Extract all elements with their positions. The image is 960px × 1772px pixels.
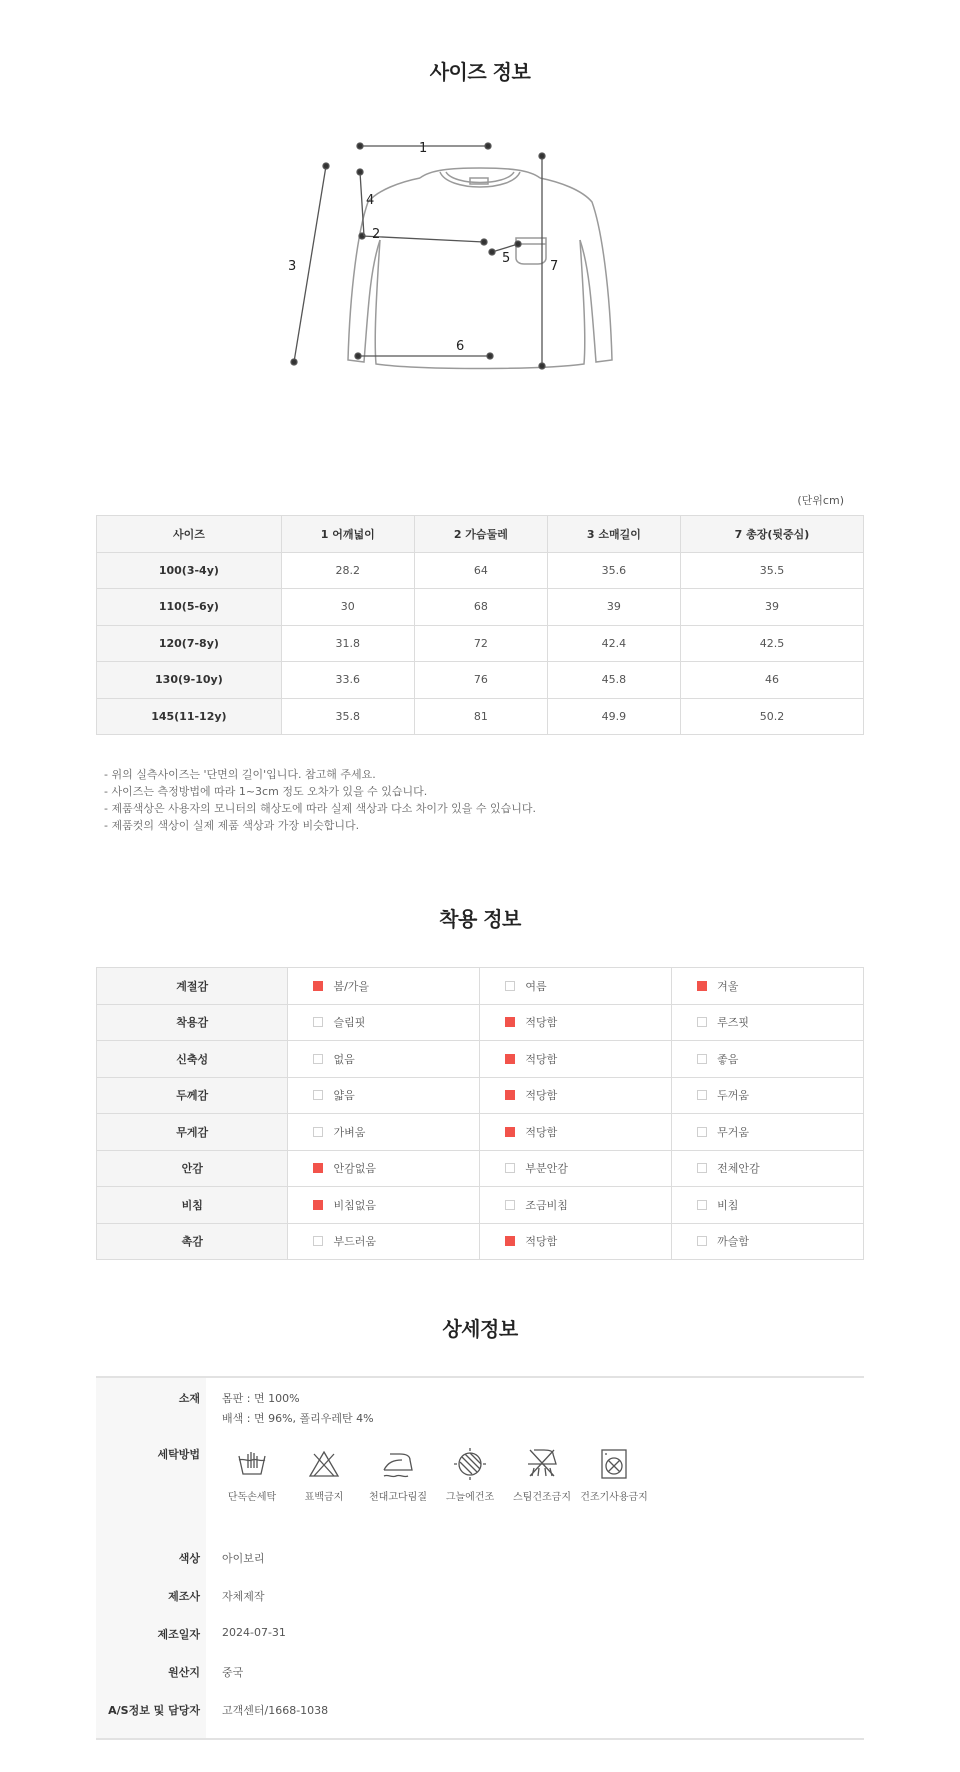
fit-option [480,1077,672,1114]
fit-option-label: 적당함 [525,1235,558,1249]
checked-square-icon [313,1200,323,1210]
size-cell: 31.8 [281,625,414,662]
size-table-header-row [97,516,864,553]
fit-option [672,1114,864,1151]
size-cell: 33.6 [281,662,414,699]
empty-square-icon [313,1236,323,1246]
table-row [97,1114,864,1151]
size-cell: 45.8 [547,662,680,699]
shade-dry-icon [452,1446,488,1482]
care-no-tumble-dry [572,1446,656,1503]
checked-square-icon [505,1054,515,1064]
fit-option [288,1077,480,1114]
fit-category: 신축성 [97,1041,288,1078]
fit-option [480,1041,672,1078]
diagram-label-7: 7 [550,259,559,274]
fit-option-label: 여름 [525,979,547,993]
unit-note: (단위cm) [797,494,844,507]
fit-option-label: 적당함 [525,1089,558,1103]
empty-square-icon [313,1054,323,1064]
care-label: 건조기사용금지 [580,1492,648,1503]
empty-square-icon [505,1163,515,1173]
table-row [97,662,864,699]
checked-square-icon [505,1090,515,1100]
hand-wash-icon [234,1446,270,1482]
empty-square-icon [697,1127,707,1137]
size-cell: 42.4 [547,625,680,662]
table-row [97,1041,864,1078]
wash-label: 세탁방법 [157,1448,200,1461]
fit-category: 안감 [97,1150,288,1187]
size-cell: 42.5 [680,625,863,662]
size-cell: 46 [680,662,863,699]
empty-square-icon [697,1236,707,1246]
care-label: 그늘에건조 [445,1492,495,1503]
fit-option [480,1004,672,1041]
fit-option [288,1004,480,1041]
fit-option [480,968,672,1005]
detail-label: 제조일자 [157,1628,200,1641]
empty-square-icon [697,1200,707,1210]
fit-option-label: 비침없음 [333,1198,376,1212]
fit-option [288,1187,480,1224]
size-cell: 130(9-10y) [97,662,282,699]
fit-option [672,1223,864,1260]
empty-square-icon [313,1127,323,1137]
note-line: - 제품색상은 사용자의 모니터의 해상도에 따라 실제 색상과 다소 차이가 있을 수 있습니다. [104,802,536,815]
size-cell: 35.6 [547,552,680,589]
care-label: 천대고다림질 [369,1492,427,1503]
diagram-label-1: 1 [419,141,428,156]
fit-option [288,1114,480,1151]
table-row [97,698,864,735]
iron-cloth-icon [380,1446,416,1482]
size-table [96,515,864,735]
fit-option-label: 겨울 [717,979,739,993]
material-label: 소재 [178,1392,200,1405]
size-table-header: 7 총장(뒷중심) [680,516,863,553]
fit-option-label: 안감없음 [333,1162,376,1176]
fit-option-label: 봄/가을 [333,979,370,993]
fit-option-label: 비침 [717,1198,739,1212]
checked-square-icon [313,1163,323,1173]
fit-option-label: 적당함 [525,1125,558,1139]
fit-category: 무게감 [97,1114,288,1151]
fit-option-label: 무거움 [717,1125,750,1139]
checked-square-icon [313,981,323,991]
size-cell: 30 [281,589,414,626]
table-row [97,589,864,626]
fit-option-label: 적당함 [525,1016,558,1030]
size-cell: 100(3-4y) [97,552,282,589]
fit-option [480,1114,672,1151]
fit-option-label: 부드러움 [333,1235,376,1249]
fit-option [480,1150,672,1187]
fit-table [96,967,864,1260]
empty-square-icon [697,1054,707,1064]
note-line: - 제품컷의 색상이 실제 제품 색상과 가장 비슷합니다. [104,819,360,832]
fit-category: 비침 [97,1187,288,1224]
size-table-header: 1 어깨넓이 [281,516,414,553]
size-cell: 81 [414,698,547,735]
diagram-label-3: 3 [288,259,297,274]
fit-option [672,968,864,1005]
fit-option [288,1150,480,1187]
table-row [97,1187,864,1224]
table-row [97,1223,864,1260]
fit-option [480,1223,672,1260]
fit-category: 촉감 [97,1223,288,1260]
size-cell: 64 [414,552,547,589]
no-bleach-icon [306,1446,342,1482]
size-cell: 35.5 [680,552,863,589]
empty-square-icon [505,1200,515,1210]
fit-category: 착용감 [97,1004,288,1041]
diagram-label-6: 6 [456,339,465,354]
note-line: - 위의 실측사이즈는 '단면의 길이'입니다. 참고해 주세요. [104,768,376,781]
material-value-1: 몸판 : 면 100% [222,1392,300,1405]
empty-square-icon [697,1163,707,1173]
fit-option [288,1041,480,1078]
size-cell: 68 [414,589,547,626]
fit-category: 계절감 [97,968,288,1005]
detail-value: 아이보리 [222,1552,265,1565]
fit-option-label: 까슬함 [717,1235,750,1249]
care-label: 단독손세탁 [227,1492,277,1503]
size-cell: 49.9 [547,698,680,735]
empty-square-icon [313,1017,323,1027]
shirt-measurement-diagram [288,140,640,430]
detail-value: 자체제작 [222,1590,265,1603]
detail-label: 원산지 [168,1666,200,1679]
empty-square-icon [505,981,515,991]
empty-square-icon [697,1017,707,1027]
table-row [97,625,864,662]
detail-info-title: 상세정보 [442,1317,518,1341]
checked-square-icon [505,1236,515,1246]
empty-square-icon [313,1090,323,1100]
fit-option-label: 루즈핏 [717,1016,750,1030]
checked-square-icon [505,1127,515,1137]
no-steam-icon [524,1446,560,1482]
size-notes [104,766,536,834]
size-cell: 50.2 [680,698,863,735]
empty-square-icon [697,1090,707,1100]
fit-option-label: 좋음 [717,1052,739,1066]
size-cell: 28.2 [281,552,414,589]
fit-option-label: 조금비침 [525,1198,568,1212]
material-value-2: 배색 : 면 96%, 폴리우레탄 4% [222,1412,374,1425]
table-row [97,552,864,589]
no-tumble-dry-icon [596,1446,632,1482]
fit-category: 두께감 [97,1077,288,1114]
size-cell: 110(5-6y) [97,589,282,626]
size-cell: 120(7-8y) [97,625,282,662]
detail-label: 제조사 [168,1590,200,1603]
fit-option-label: 가벼움 [333,1125,366,1139]
checked-square-icon [697,981,707,991]
fit-option [672,1004,864,1041]
size-cell: 72 [414,625,547,662]
fit-option [480,1187,672,1224]
fit-option [288,1223,480,1260]
fit-option-label: 없음 [333,1052,355,1066]
detail-label: A/S정보 및 담당자 [108,1704,200,1717]
size-cell: 39 [680,589,863,626]
checked-square-icon [505,1017,515,1027]
table-row [97,968,864,1005]
size-table-header: 2 가슴둘레 [414,516,547,553]
diagram-label-4: 4 [366,193,375,208]
fit-option-label: 얇음 [333,1089,355,1103]
size-cell: 35.8 [281,698,414,735]
size-cell: 76 [414,662,547,699]
fit-option-label: 전체안감 [717,1162,760,1176]
detail-value: 고객센터/1668-1038 [222,1704,329,1717]
fit-option [672,1150,864,1187]
detail-info-table [96,1376,864,1740]
table-row [97,1150,864,1187]
fit-option-label: 두꺼움 [717,1089,750,1103]
detail-value: 2024-07-31 [222,1626,286,1639]
fit-option [672,1077,864,1114]
care-label: 표백금지 [304,1492,344,1503]
fit-option [288,968,480,1005]
detail-value: 중국 [222,1666,244,1679]
fit-option [672,1187,864,1224]
fit-info-title: 착용 정보 [439,907,521,931]
care-label: 스팀건조금지 [513,1492,571,1503]
diagram-label-2: 2 [372,227,381,242]
size-cell: 39 [547,589,680,626]
diagram-label-5: 5 [502,251,511,266]
size-info-title: 사이즈 정보 [429,60,531,84]
fit-option-label: 적당함 [525,1052,558,1066]
size-cell: 145(11-12y) [97,698,282,735]
table-row [97,1004,864,1041]
care-no-bleach [282,1446,366,1503]
fit-option [672,1041,864,1078]
table-row [97,1077,864,1114]
detail-label: 색상 [178,1552,200,1565]
fit-option-label: 슬림핏 [333,1016,366,1030]
size-table-header: 3 소매길이 [547,516,680,553]
size-table-header: 사이즈 [97,516,282,553]
note-line: - 사이즈는 측정방법에 따라 1~3cm 정도 오차가 있을 수 있습니다. [104,785,428,798]
fit-option-label: 부분안감 [525,1162,568,1176]
